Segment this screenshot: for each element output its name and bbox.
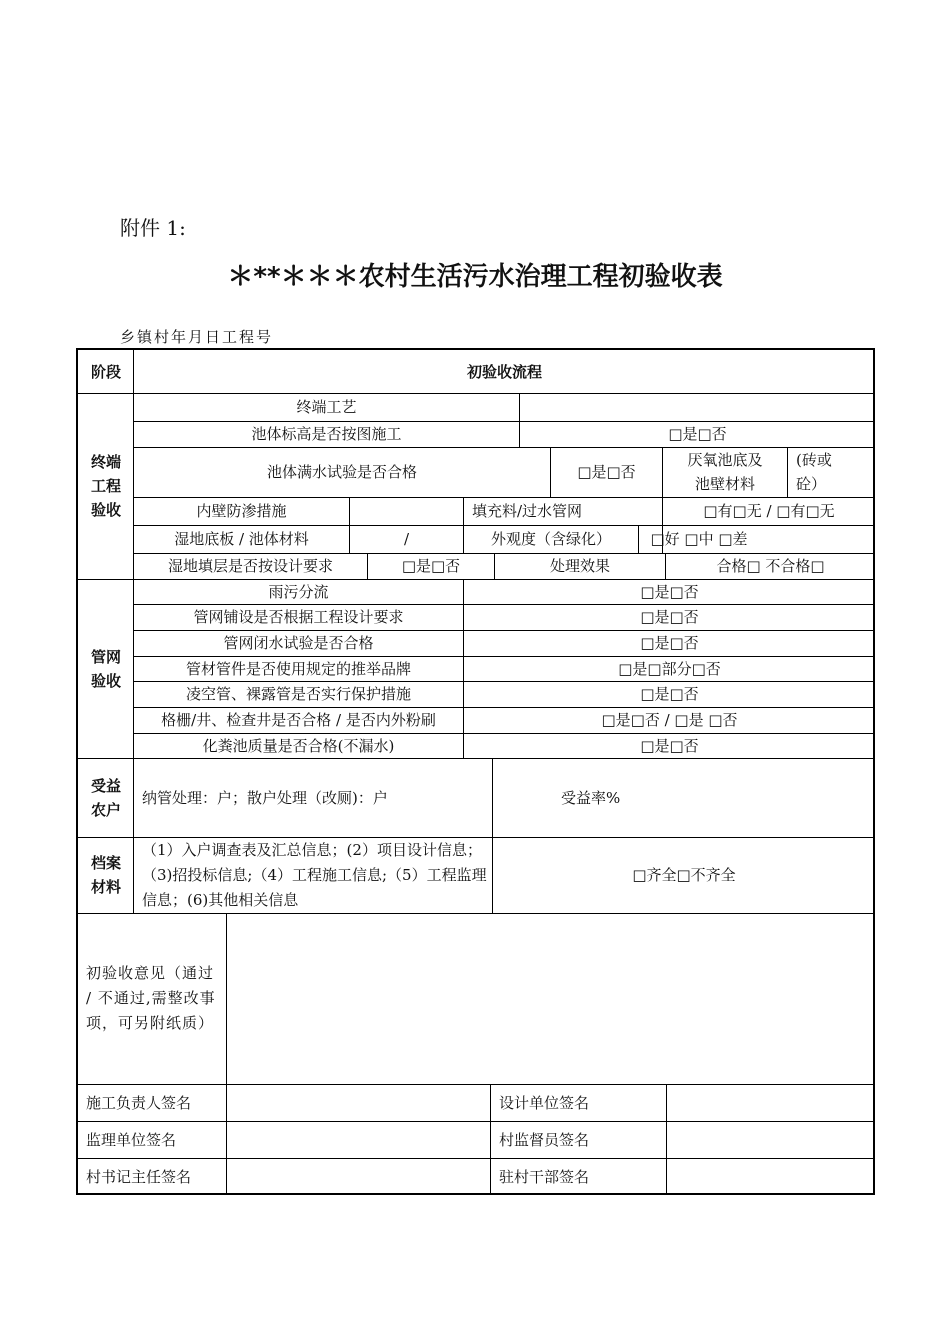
pipe-row-label: 管网闭水试验是否合格	[223, 634, 374, 652]
pool-height-checkbox[interactable]: □是□否	[668, 425, 727, 443]
water-test-label: 池体满水试验是否合格	[266, 463, 417, 481]
info-line: 乡镇村年月日工程号	[120, 328, 274, 346]
wetland-fill-checkbox[interactable]: □是□否	[401, 557, 461, 575]
village-monitor-signature-label: 村监督员签名	[499, 1130, 590, 1149]
wetland-fill-label: 湿地填层是否按设计要求	[167, 557, 333, 575]
beneficiary-rate[interactable]: 受益率%	[561, 788, 621, 807]
beneficiary-section-label: 受益 农户	[90, 776, 121, 819]
anaerobic-material-label: 厌氧池底及 池壁材料	[687, 451, 763, 493]
pipe-row-checkbox[interactable]: □是□部分□否	[618, 659, 721, 678]
pipe-row-checkbox[interactable]: □是□否	[640, 685, 699, 703]
designer-signature-label: 设计单位签名	[499, 1093, 590, 1112]
terminal-process-label: 终端工艺	[296, 398, 357, 416]
pipe-row-label: 化粪池质量是否合格(不漏水)	[202, 736, 395, 755]
terminal-section-label: 终端 工程 验收	[90, 453, 121, 519]
pipe-row-checkbox[interactable]: □是□否	[640, 736, 699, 755]
builder-signature-field[interactable]	[227, 1084, 490, 1121]
terminal-process-value[interactable]	[520, 393, 875, 421]
pipe-row-label: 管网铺设是否根据工程设计要求	[193, 608, 404, 626]
attachment-label: 附件 1:	[120, 216, 186, 240]
supervisor-signature-field[interactable]	[227, 1121, 490, 1158]
pipe-row-checkbox[interactable]: □是□否	[640, 582, 699, 601]
treatment-checkbox[interactable]: 合格□ 不合格□	[716, 557, 825, 575]
process-header: 初验收流程	[466, 362, 542, 381]
cadre-signature-field[interactable]	[667, 1158, 875, 1195]
pipe-row-label: 格栅/井、检查井是否合格 / 是否内外粉刷	[161, 711, 436, 729]
secretary-signature-field[interactable]	[227, 1158, 490, 1195]
archive-section-label: 档案 材料	[90, 854, 121, 896]
wetland-base-value[interactable]: /	[403, 530, 410, 548]
designer-signature-field[interactable]	[667, 1084, 875, 1121]
page-title: ＊**＊＊＊农村生活污水治理工程初验收表	[227, 262, 723, 292]
archive-materials-list: （1）入户调查表及汇总信息；(2）项目设计信息；（3)招投标信息;（4）工程施工信息;（5）工程监理信息；(6)其他相关信息	[142, 840, 487, 909]
opinion-field[interactable]	[227, 913, 875, 1084]
filler-label: 填充料/过水管网	[472, 502, 583, 520]
treatment-label: 处理效果	[549, 557, 610, 575]
supervisor-signature-label: 监理单位签名	[86, 1130, 177, 1149]
pipe-row-checkbox[interactable]: □是□否	[640, 608, 699, 626]
pipe-row-checkbox[interactable]: □是□否	[640, 634, 699, 652]
pipe-row-label: 管材管件是否使用规定的推举品牌	[185, 659, 411, 678]
appearance-checkbox[interactable]: □好 □中 □差	[650, 530, 748, 548]
anaerobic-material-value: (砖或 砼）	[796, 451, 832, 493]
pipe-row-label: 凌空管、裸露管是否实行保护措施	[185, 685, 411, 703]
pipe-row-checkbox[interactable]: □是□否 / □是 □否	[601, 711, 738, 729]
archive-checkbox[interactable]: □齐全□不齐全	[632, 866, 736, 884]
village-monitor-signature-field[interactable]	[667, 1121, 875, 1158]
pipe-row-label: 雨污分流	[268, 582, 329, 601]
pipe-section-label: 管网 验收	[90, 647, 121, 690]
wetland-base-label: 湿地底板 / 池体材料	[174, 530, 309, 548]
acceptance-table	[76, 348, 875, 1195]
opinion-label: 初验收意见（通过 / 不通过,需整改事项，可另附纸质）	[86, 964, 216, 1032]
stage-header: 阶段	[90, 362, 121, 381]
builder-signature-label: 施工负责人签名	[86, 1093, 192, 1112]
water-test-checkbox[interactable]: □是□否	[577, 463, 636, 481]
antiseep-label: 内壁防渗措施	[196, 502, 287, 520]
pool-height-label: 池体标高是否按图施工	[251, 425, 402, 443]
appearance-label: 外观度（含绿化）	[490, 530, 611, 548]
beneficiary-households[interactable]: 纳管处理：户；散户处理（改厕)：户	[142, 788, 388, 807]
cadre-signature-label: 驻村干部签名	[499, 1167, 590, 1186]
secretary-signature-label: 村书记主任签名	[86, 1167, 192, 1186]
filler-checkbox[interactable]: □有□无 / □有□无	[703, 502, 835, 520]
antiseep-value[interactable]	[350, 497, 463, 525]
